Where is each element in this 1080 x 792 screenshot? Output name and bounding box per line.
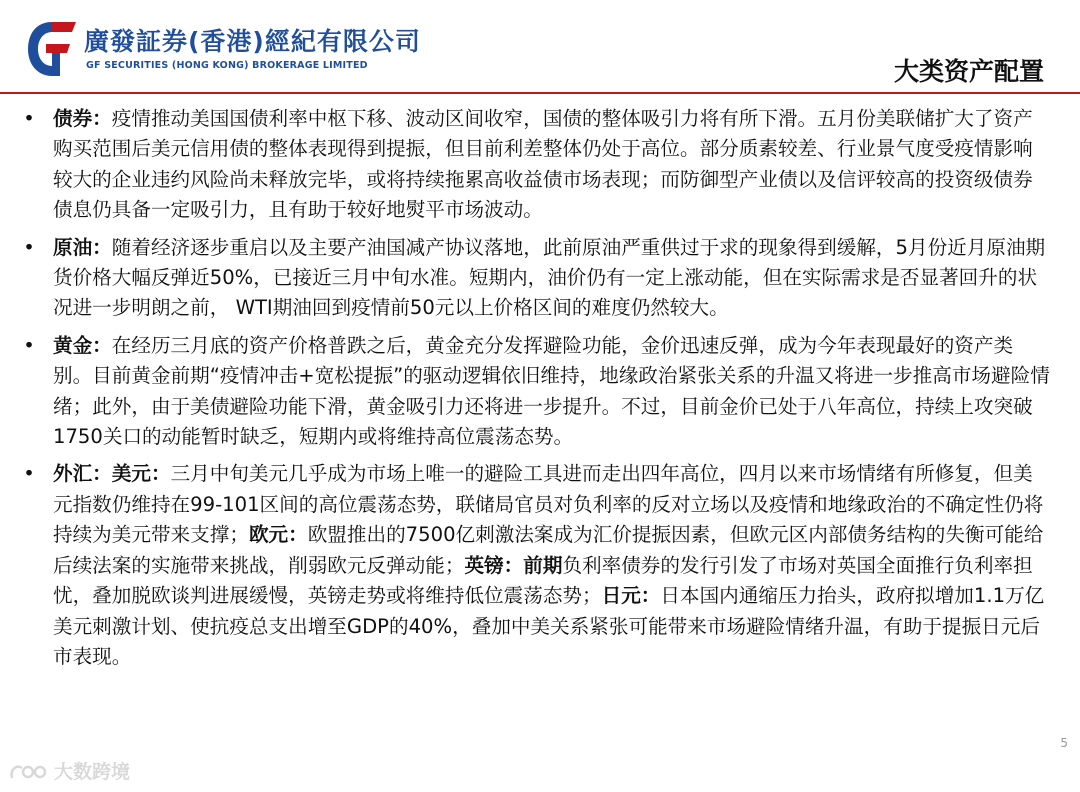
eur-text: 欧盟推出的7500亿刺激法案成为汇价提振因素，但欧元区内部债务结构的失衡可能给后续法案的实施带来挑战，削弱欧元反弹动能； [53,523,1044,577]
bonds-label: 债券： [53,107,112,130]
page-title: 大类资产配置 [893,57,1044,86]
gbp-text: 负利率债券的发行引发了市场对英国全面推行负利率担忧，叠加脱欧谈判进展缓慢，英镑走势或将维持低位震荡态势； [53,553,1033,608]
gold-text: 在经历三月底的资产价格普跌之后，黄金充分发挥避险功能，金价迅速反弹，成为今年表现最好的资产类别。目前黄金前期“疫情冲击+宽松提振”的驱动逻辑依旧维持，地缘政治紧张关系的升温又将进一步推高市场避险情绪；此外，由于美债避险功能下滑，黄金吸引力还将进一步提升。不过，目前金价已处于八年高位，持续上攻突破1750关口的动能暂时缺乏，短期内或将维持高位震荡态势。 [53,333,1050,449]
list-item-bonds [22,104,1052,226]
logo-english-name: GF SECURITIES (HONG KONG) BROKERAGE LIMITED [86,60,368,71]
page-number: 5 [1060,736,1068,750]
bullet-icon: • [23,235,35,259]
slide-header [0,0,1080,100]
jpy-label: 日元： [601,584,661,608]
bullet-list [22,104,1052,679]
jpy-text: 日本国内通缩压力抬头，政府拟增加1.1万亿美元刺激计划、使抗疫总支出增至GDP的40%，叠加中美关系紧张可能带来市场避险情绪升温，有助于提振日元后市表现。 [53,584,1045,668]
gbp-sub-label: 前期 [523,553,563,577]
title-divider [0,92,1080,94]
logo-chinese-name: 廣發証券(香港)經紀有限公司 [84,27,421,56]
list-item-fx [22,459,1052,672]
fx-label: 外汇： [53,462,112,486]
usd-text: 三月中旬美元几乎成为市场上唯一的避险工具进而走出四年高位，四月以来市场情绪有所修复，但美元指数仍维持在99-101区间的高位震荡态势，联储局官员对负利率的反对立场以及疫情和地缘政治的不确定性仍将持续为美元带来支撑； [53,462,1044,547]
bullet-icon: • [23,462,35,486]
gbp-label: 英镑： [464,553,524,577]
eur-label: 欧元： [248,523,308,547]
usd-label: 美元： [111,462,171,486]
bullet-icon: • [23,107,35,130]
oil-label: 原油： [53,235,112,259]
watermark-logo-icon [8,760,48,784]
bullet-icon: • [23,333,35,357]
watermark-text: 大数跨境 [54,761,131,783]
bonds-text: 疫情推动美国国债利率中枢下移、波动区间收窄，国债的整体吸引力将有所下滑。五月份美联储扩大了资产购买范围后美元信用债的整体表现得到提振，但目前利差整体仍处于高位。部分质素较差、行业景气度受疫情影响较大的企业违约风险尚未释放完毕，或将持续拖累高收益债市场表现；而防御型产业债以及信评较高的投资级债券债息仍具备一定吸引力，且有助于较好地熨平市场波动。 [53,107,1033,222]
list-item-oil [22,233,1052,324]
gold-label: 黄金： [53,333,112,357]
gf-logo-icon [22,16,80,82]
list-item-gold [22,331,1052,453]
company-logo [22,16,442,86]
oil-text: 随着经济逐步重启以及主要产油国减产协议落地，此前原油严重供过于求的现象得到缓解，5月份近月原油期货价格大幅反弹近50%，已接近三月中旬水准。短期内，油价仍有一定上涨动能，但在实际需求是否显著回升的状况进一步明朗之前， WTI期油回到疫情前50元以上价格区间的难度仍然较大。 [53,235,1046,320]
